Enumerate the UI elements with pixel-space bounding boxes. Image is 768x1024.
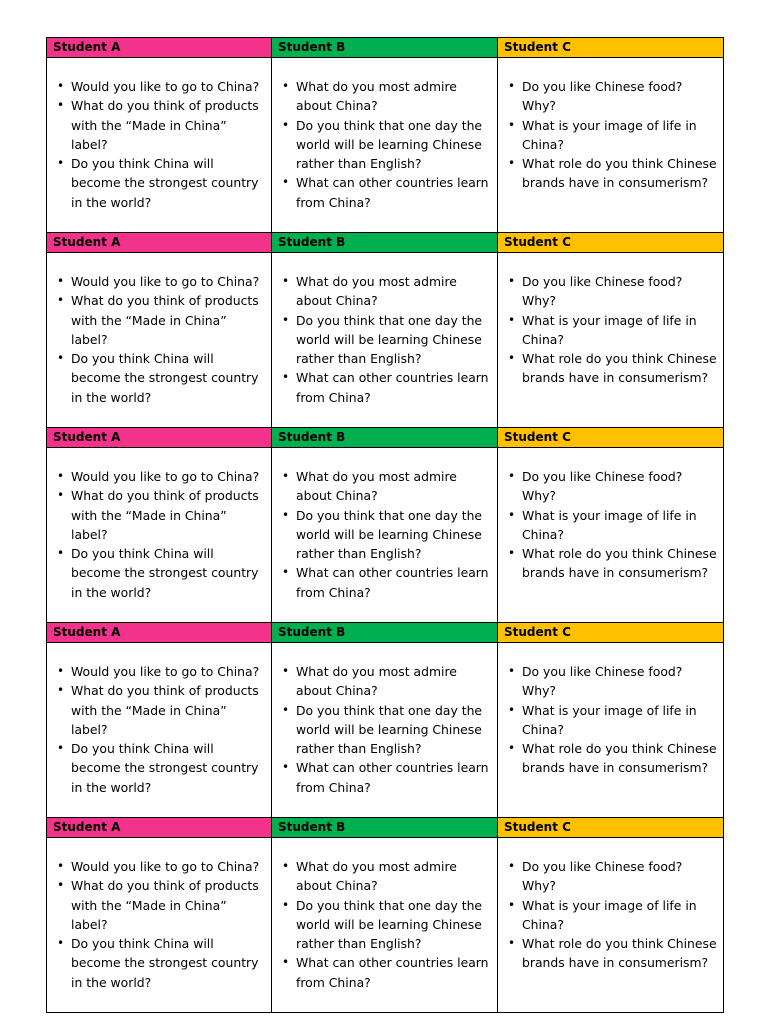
question-list xyxy=(272,448,497,602)
question-item: • What do you think of products with the “Made in China” label? xyxy=(71,681,265,739)
question-list xyxy=(498,58,723,193)
question-item: • What do you think of products with the “Made in China” label? xyxy=(71,291,265,349)
student-b-header: Student B xyxy=(272,233,498,253)
question-item: • Would you like to go to China? xyxy=(71,857,265,876)
question-item: • What do you think of products with the “Made in China” label? xyxy=(71,486,265,544)
student-c-header: Student C xyxy=(498,428,724,448)
question-item: • What do you most admire about China? xyxy=(296,662,491,701)
student-a-questions-cell xyxy=(47,448,272,623)
question-item: • What do you most admire about China? xyxy=(296,467,491,506)
student-b-header: Student B xyxy=(272,623,498,643)
student-c-questions-cell xyxy=(498,448,724,623)
student-b-header: Student B xyxy=(272,38,498,58)
question-item: • What do you think of products with the “Made in China” label? xyxy=(71,96,265,154)
question-item: • What do you most admire about China? xyxy=(296,272,491,311)
question-list xyxy=(498,838,723,973)
question-item: • What role do you think Chinese brands have in consumerism? xyxy=(522,544,717,583)
question-item: • What do you think of products with the “Made in China” label? xyxy=(71,876,265,934)
question-item: • What can other countries learn from China? xyxy=(296,953,491,992)
question-list xyxy=(47,643,271,797)
student-header-row xyxy=(47,233,724,253)
question-item: • What can other countries learn from China? xyxy=(296,758,491,797)
question-item: • Do you think that one day the world will be learning Chinese rather than English? xyxy=(296,116,491,174)
question-list xyxy=(47,253,271,407)
student-c-header: Student C xyxy=(498,233,724,253)
student-b-header: Student B xyxy=(272,428,498,448)
question-item: • Do you think that one day the world will be learning Chinese rather than English? xyxy=(296,896,491,954)
question-item: • Would you like to go to China? xyxy=(71,467,265,486)
student-header-row xyxy=(47,818,724,838)
question-row xyxy=(47,643,724,818)
student-c-header: Student C xyxy=(498,623,724,643)
question-item: • Do you think China will become the strongest country in the world? xyxy=(71,544,265,602)
student-header-row xyxy=(47,428,724,448)
question-list xyxy=(272,838,497,992)
student-c-questions-cell xyxy=(498,253,724,428)
question-list xyxy=(47,58,271,212)
student-a-header: Student A xyxy=(47,233,272,253)
question-item: • What is your image of life in China? xyxy=(522,506,717,545)
question-item: • Do you like Chinese food? Why? xyxy=(522,662,717,701)
student-a-questions-cell xyxy=(47,253,272,428)
question-item: • Would you like to go to China? xyxy=(71,662,265,681)
student-a-header: Student A xyxy=(47,38,272,58)
question-item: • Do you think China will become the strongest country in the world? xyxy=(71,349,265,407)
student-a-header: Student A xyxy=(47,818,272,838)
question-item: • What can other countries learn from China? xyxy=(296,173,491,212)
student-a-header: Student A xyxy=(47,428,272,448)
student-b-questions-cell xyxy=(272,838,498,1013)
student-b-questions-cell xyxy=(272,253,498,428)
question-item: • What role do you think Chinese brands have in consumerism? xyxy=(522,934,717,973)
student-c-header: Student C xyxy=(498,818,724,838)
question-list xyxy=(498,448,723,583)
student-a-questions-cell xyxy=(47,838,272,1013)
question-list xyxy=(498,643,723,778)
question-row xyxy=(47,253,724,428)
student-header-row xyxy=(47,623,724,643)
student-a-questions-cell xyxy=(47,58,272,233)
question-item: • Do you think China will become the strongest country in the world? xyxy=(71,739,265,797)
student-b-header: Student B xyxy=(272,818,498,838)
question-item: • What can other countries learn from China? xyxy=(296,368,491,407)
question-list xyxy=(498,253,723,388)
question-list xyxy=(47,838,271,992)
student-c-questions-cell xyxy=(498,643,724,818)
question-item: • What is your image of life in China? xyxy=(522,896,717,935)
question-row xyxy=(47,58,724,233)
question-item: • Do you like Chinese food? Why? xyxy=(522,77,717,116)
student-c-header: Student C xyxy=(498,38,724,58)
question-item: • Do you think China will become the strongest country in the world? xyxy=(71,154,265,212)
student-b-questions-cell xyxy=(272,58,498,233)
student-c-questions-cell xyxy=(498,838,724,1013)
question-list xyxy=(272,253,497,407)
student-b-questions-cell xyxy=(272,448,498,623)
student-a-questions-cell xyxy=(47,643,272,818)
question-item: • What can other countries learn from China? xyxy=(296,563,491,602)
question-item: • Would you like to go to China? xyxy=(71,272,265,291)
question-item: • Do you think China will become the strongest country in the world? xyxy=(71,934,265,992)
question-item: • What is your image of life in China? xyxy=(522,311,717,350)
question-card-rows xyxy=(47,38,724,1013)
student-header-row xyxy=(47,38,724,58)
question-item: • Do you think that one day the world will be learning Chinese rather than English? xyxy=(296,311,491,369)
question-item: • Do you think that one day the world will be learning Chinese rather than English? xyxy=(296,701,491,759)
question-item: • Do you like Chinese food? Why? xyxy=(522,467,717,506)
question-list xyxy=(272,643,497,797)
student-c-questions-cell xyxy=(498,58,724,233)
question-card-table xyxy=(46,37,724,1013)
question-item: • What role do you think Chinese brands have in consumerism? xyxy=(522,739,717,778)
question-item: • What role do you think Chinese brands have in consumerism? xyxy=(522,154,717,193)
question-item: • What do you most admire about China? xyxy=(296,857,491,896)
question-list xyxy=(272,58,497,212)
question-item: • Do you like Chinese food? Why? xyxy=(522,272,717,311)
student-a-header: Student A xyxy=(47,623,272,643)
question-list xyxy=(47,448,271,602)
question-item: • What role do you think Chinese brands have in consumerism? xyxy=(522,349,717,388)
question-row xyxy=(47,448,724,623)
question-item: • Would you like to go to China? xyxy=(71,77,265,96)
question-item: • What is your image of life in China? xyxy=(522,116,717,155)
question-item: • What do you most admire about China? xyxy=(296,77,491,116)
question-item: • What is your image of life in China? xyxy=(522,701,717,740)
question-item: • Do you think that one day the world will be learning Chinese rather than English? xyxy=(296,506,491,564)
question-row xyxy=(47,838,724,1013)
question-item: • Do you like Chinese food? Why? xyxy=(522,857,717,896)
student-b-questions-cell xyxy=(272,643,498,818)
